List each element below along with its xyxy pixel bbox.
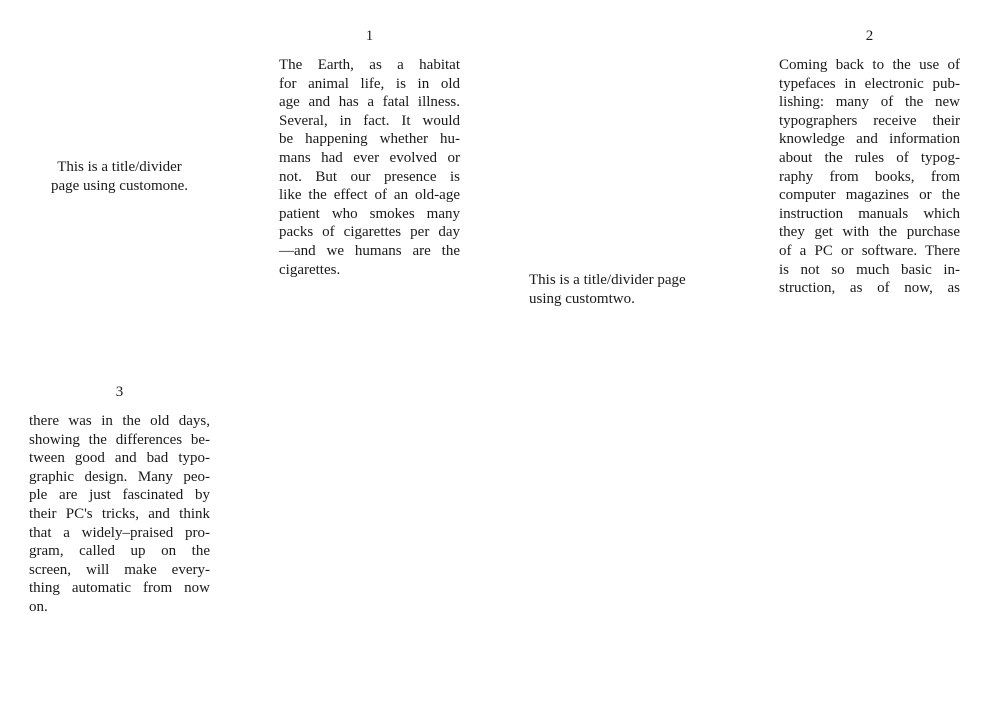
page-2 (750, 0, 1000, 356)
text-line: typographers receive their (779, 112, 960, 129)
text-line: struction, as of now, as (779, 280, 960, 297)
text-line: This is a title/divider page (529, 272, 686, 288)
text-line: there was in the old days, (29, 413, 210, 429)
page-divider-customtwo (500, 0, 750, 356)
text-line: that a widely–praised pro- (29, 524, 210, 541)
divider-customone-text (29, 158, 210, 195)
text-line: like the effect of an old-age (279, 187, 460, 204)
text-line: computer magazines or the (779, 187, 960, 204)
text-line: age and has a fatal illness. (279, 94, 460, 111)
text-line: thing automatic from now (29, 580, 210, 597)
text-line: their PC's tricks, and think (29, 505, 210, 522)
page-3 (0, 356, 250, 712)
text-line: cigarettes. (279, 261, 341, 278)
page-1-number: 1 (365, 28, 374, 44)
page-2-number: 2 (865, 28, 874, 44)
text-line: not. But our presence is (279, 168, 460, 185)
text-line: screen, will make every- (29, 561, 210, 578)
text-line: on. (29, 598, 48, 615)
text-line: raphy from books, from (779, 168, 960, 185)
text-line: —and we humans are the (279, 242, 460, 259)
text-line: gram, called up on the (29, 543, 210, 560)
text-line: ple are just fascinated by (29, 487, 210, 504)
text-line: using customtwo. (529, 290, 635, 307)
text-line: graphic design. Many peo- (29, 468, 210, 485)
text-line: for animal life, is in old (279, 75, 460, 92)
page-divider-customone (0, 0, 250, 356)
blank-page (500, 356, 750, 712)
blank-page (250, 356, 500, 712)
text-line: The Earth, as a habitat (279, 57, 460, 73)
text-line: knowledge and information (779, 131, 960, 148)
page-2-paragraph (779, 56, 960, 298)
text-line: typefaces in electronic pub- (779, 75, 960, 92)
text-line: be happening whether hu- (279, 131, 460, 148)
text-line: they get with the purchase (779, 224, 960, 241)
page-3-number: 3 (115, 384, 124, 400)
text-line: page using customone. (50, 177, 189, 194)
text-line: Coming back to the use of (779, 57, 960, 73)
text-line: instruction manuals which (779, 205, 960, 222)
text-line: lishing: many of the new (779, 94, 960, 111)
text-line: Several, in fact. It would (279, 112, 460, 129)
blank-page (750, 356, 1000, 712)
text-line: of a PC or software. There (779, 242, 960, 259)
divider-customtwo-text (529, 271, 710, 308)
page-3-paragraph (29, 412, 210, 617)
text-line: This is a title/divider (57, 159, 182, 175)
text-line: is not so much basic in- (779, 261, 960, 278)
text-line: about the rules of typog- (779, 149, 960, 166)
page-1-paragraph (279, 56, 460, 279)
text-line: showing the differences be- (29, 431, 210, 448)
text-line: packs of cigarettes per day (279, 224, 460, 241)
text-line: tween good and bad typo- (29, 450, 210, 467)
page-1 (250, 0, 500, 356)
text-line: patient who smokes many (279, 205, 460, 222)
text-line: mans had ever evolved or (279, 149, 460, 166)
